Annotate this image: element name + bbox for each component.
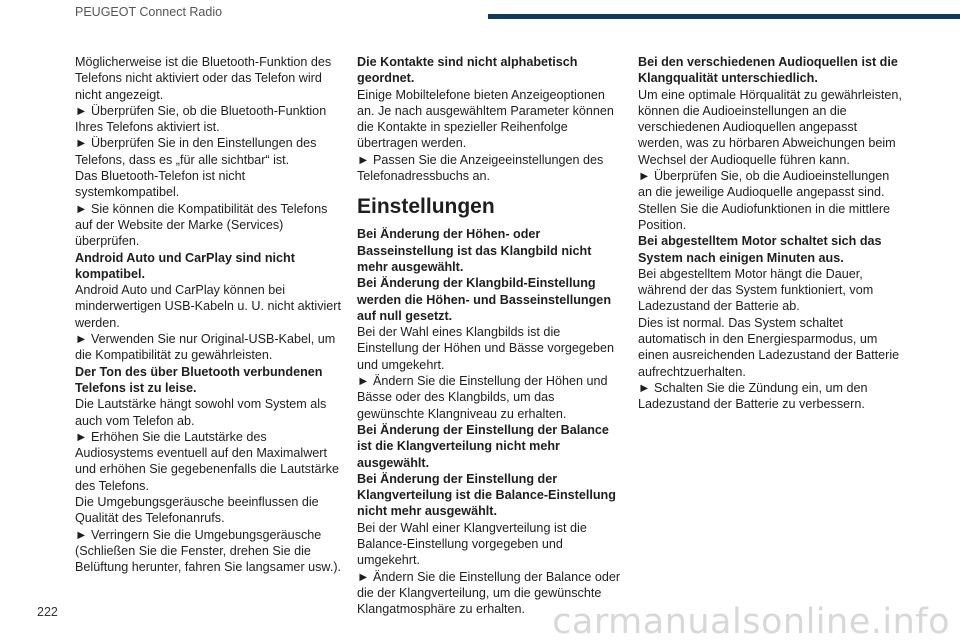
body-paragraph: ► Ändern Sie die Einstellung der Höhen und Bässe oder des Klangbilds, um das gewünschte Klangniveau zu erhalten. xyxy=(357,374,608,421)
body-paragraph: Das Bluetooth-Telefon ist nicht systemkompatibel. xyxy=(75,169,246,200)
bold-heading-paragraph: Der Ton des über Bluetooth verbundenen Telefons ist zu leise. xyxy=(75,364,323,395)
body-paragraph: ► Verwenden Sie nur Original-USB-Kabel, um die Kompatibilität zu gewährleisten. xyxy=(75,332,336,363)
body-paragraph: Die Umgebungsgeräusche beeinflussen die Qualität des Telefonanrufs. xyxy=(75,495,319,526)
body-paragraph: Um eine optimale Hörqualität zu gewährleisten, können die Audioeinstellungen an die verschiedenen Audioquellen angepasst werden, was zu hörbaren Abweichungen beim Wechsel der Audioquelle führen kann. xyxy=(638,87,902,167)
bold-heading-paragraph: Bei Änderung der Einstellung der Balance ist die Klangverteilung nicht mehr ausgewählt. xyxy=(357,422,609,470)
body-paragraph: Bei abgestelltem Motor hängt die Dauer, während der das System funktioniert, vom Ladezustand der Batterie ab. xyxy=(638,266,874,314)
bold-heading-paragraph: Die Kontakte sind nicht alphabetisch geordnet. xyxy=(357,55,578,86)
body-paragraph: Die Lautstärke hängt sowohl vom System als auch vom Telefon ab. xyxy=(75,397,327,428)
body-paragraph: ► Schalten Sie die Zündung ein, um den Ladezustand der Batterie zu verbessern. xyxy=(638,380,868,412)
body-paragraph: ► Ändern Sie die Einstellung der Balance oder die der Klangverteilung, um die gewünschte Klangatmosphäre zu erhalten. xyxy=(357,569,621,617)
bold-heading-paragraph: Bei Änderung der Einstellung der Klangverteilung ist die Balance-Einstellung nicht mehr ausgewählt. xyxy=(357,471,616,519)
body-paragraph: Bei der Wahl einer Klangverteilung ist die Balance-Einstellung vorgegeben und umgekehrt. xyxy=(357,520,587,568)
page-number: 222 xyxy=(37,605,58,619)
body-paragraph: ► Erhöhen Sie die Lautstärke des Audiosystems eventuell auf den Maximalwert und erhöhen Sie gegebenenfalls die Lautstärke des Telefons. xyxy=(75,429,339,493)
bold-heading-paragraph: Bei den verschiedenen Audioquellen ist die Klangqualität unterschiedlich. xyxy=(638,55,898,86)
section-heading: Einstellungen xyxy=(357,195,495,219)
body-paragraph: Möglicherweise ist die Bluetooth-Funktion des Telefons nicht aktiviert oder das Telefon wird nicht angezeigt. xyxy=(75,55,332,102)
header-accent-bar xyxy=(488,14,960,19)
bold-heading-paragraph: Bei Änderung der Höhen- oder Basseinstellung ist das Klangbild nicht mehr ausgewählt. xyxy=(357,227,592,274)
bold-heading-paragraph: Android Auto und CarPlay sind nicht kompatibel. xyxy=(75,250,295,281)
bold-heading-paragraph: Bei abgestelltem Motor schaltet sich das System nach einigen Minuten aus. xyxy=(638,234,882,265)
body-paragraph: ► Überprüfen Sie, ob die Audioeinstellungen an die jeweilige Audioquelle angepasst sind. Stellen Sie die Audiofunktionen in die mittlere Position. xyxy=(638,169,891,232)
body-paragraph: ► Verringern Sie die Umgebungsgeräusche (Schließen Sie die Fenster, drehen Sie die Belüftung herunter, fahren Sie langsamer usw.). xyxy=(75,527,342,575)
running-header: PEUGEOT Connect Radio xyxy=(75,5,223,19)
body-paragraph: Einige Mobiltelefone bieten Anzeigeoptionen an. Je nach ausgewähltem Parameter können die Kontakte in spezieller Reihenfolge übertragen werden. xyxy=(357,87,614,151)
body-paragraph: Bei der Wahl eines Klangbilds ist die Einstellung der Höhen und Bässe vorgegeben und umgekehrt. xyxy=(357,325,614,372)
body-paragraph: ► Überprüfen Sie in den Einstellungen des Telefons, dass es „für alle sichtbar“ ist. xyxy=(75,136,317,167)
column-2-top xyxy=(357,54,622,184)
body-paragraph: ► Passen Sie die Anzeigeeinstellungen des Telefonadressbuchs an. xyxy=(357,152,604,184)
column-2 xyxy=(357,54,622,618)
bold-heading-paragraph: Bei Änderung der Klangbild-Einstellung werden die Höhen- und Basseinstellungen auf null gesetzt. xyxy=(357,276,612,323)
body-paragraph: Dies ist normal. Das System schaltet automatisch in den Energiesparmodus, um einen ausreichenden Ladezustand der Batterie aufrechtzuerhalten. xyxy=(638,315,900,379)
column-3 xyxy=(638,54,903,413)
body-paragraph: ► Sie können die Kompatibilität des Telefons auf der Website der Marke (Services) überprüfen. xyxy=(75,201,328,249)
body-paragraph: ► Überprüfen Sie, ob die Bluetooth-Funktion Ihres Telefons aktiviert ist. xyxy=(75,103,327,135)
body-paragraph: Android Auto und CarPlay können bei minderwertigen USB-Kabeln u. U. nicht aktiviert werden. xyxy=(75,283,341,330)
column-2-bottom xyxy=(357,226,622,617)
watermark: carmanualsonline.info xyxy=(552,602,950,642)
column-1 xyxy=(75,54,343,576)
